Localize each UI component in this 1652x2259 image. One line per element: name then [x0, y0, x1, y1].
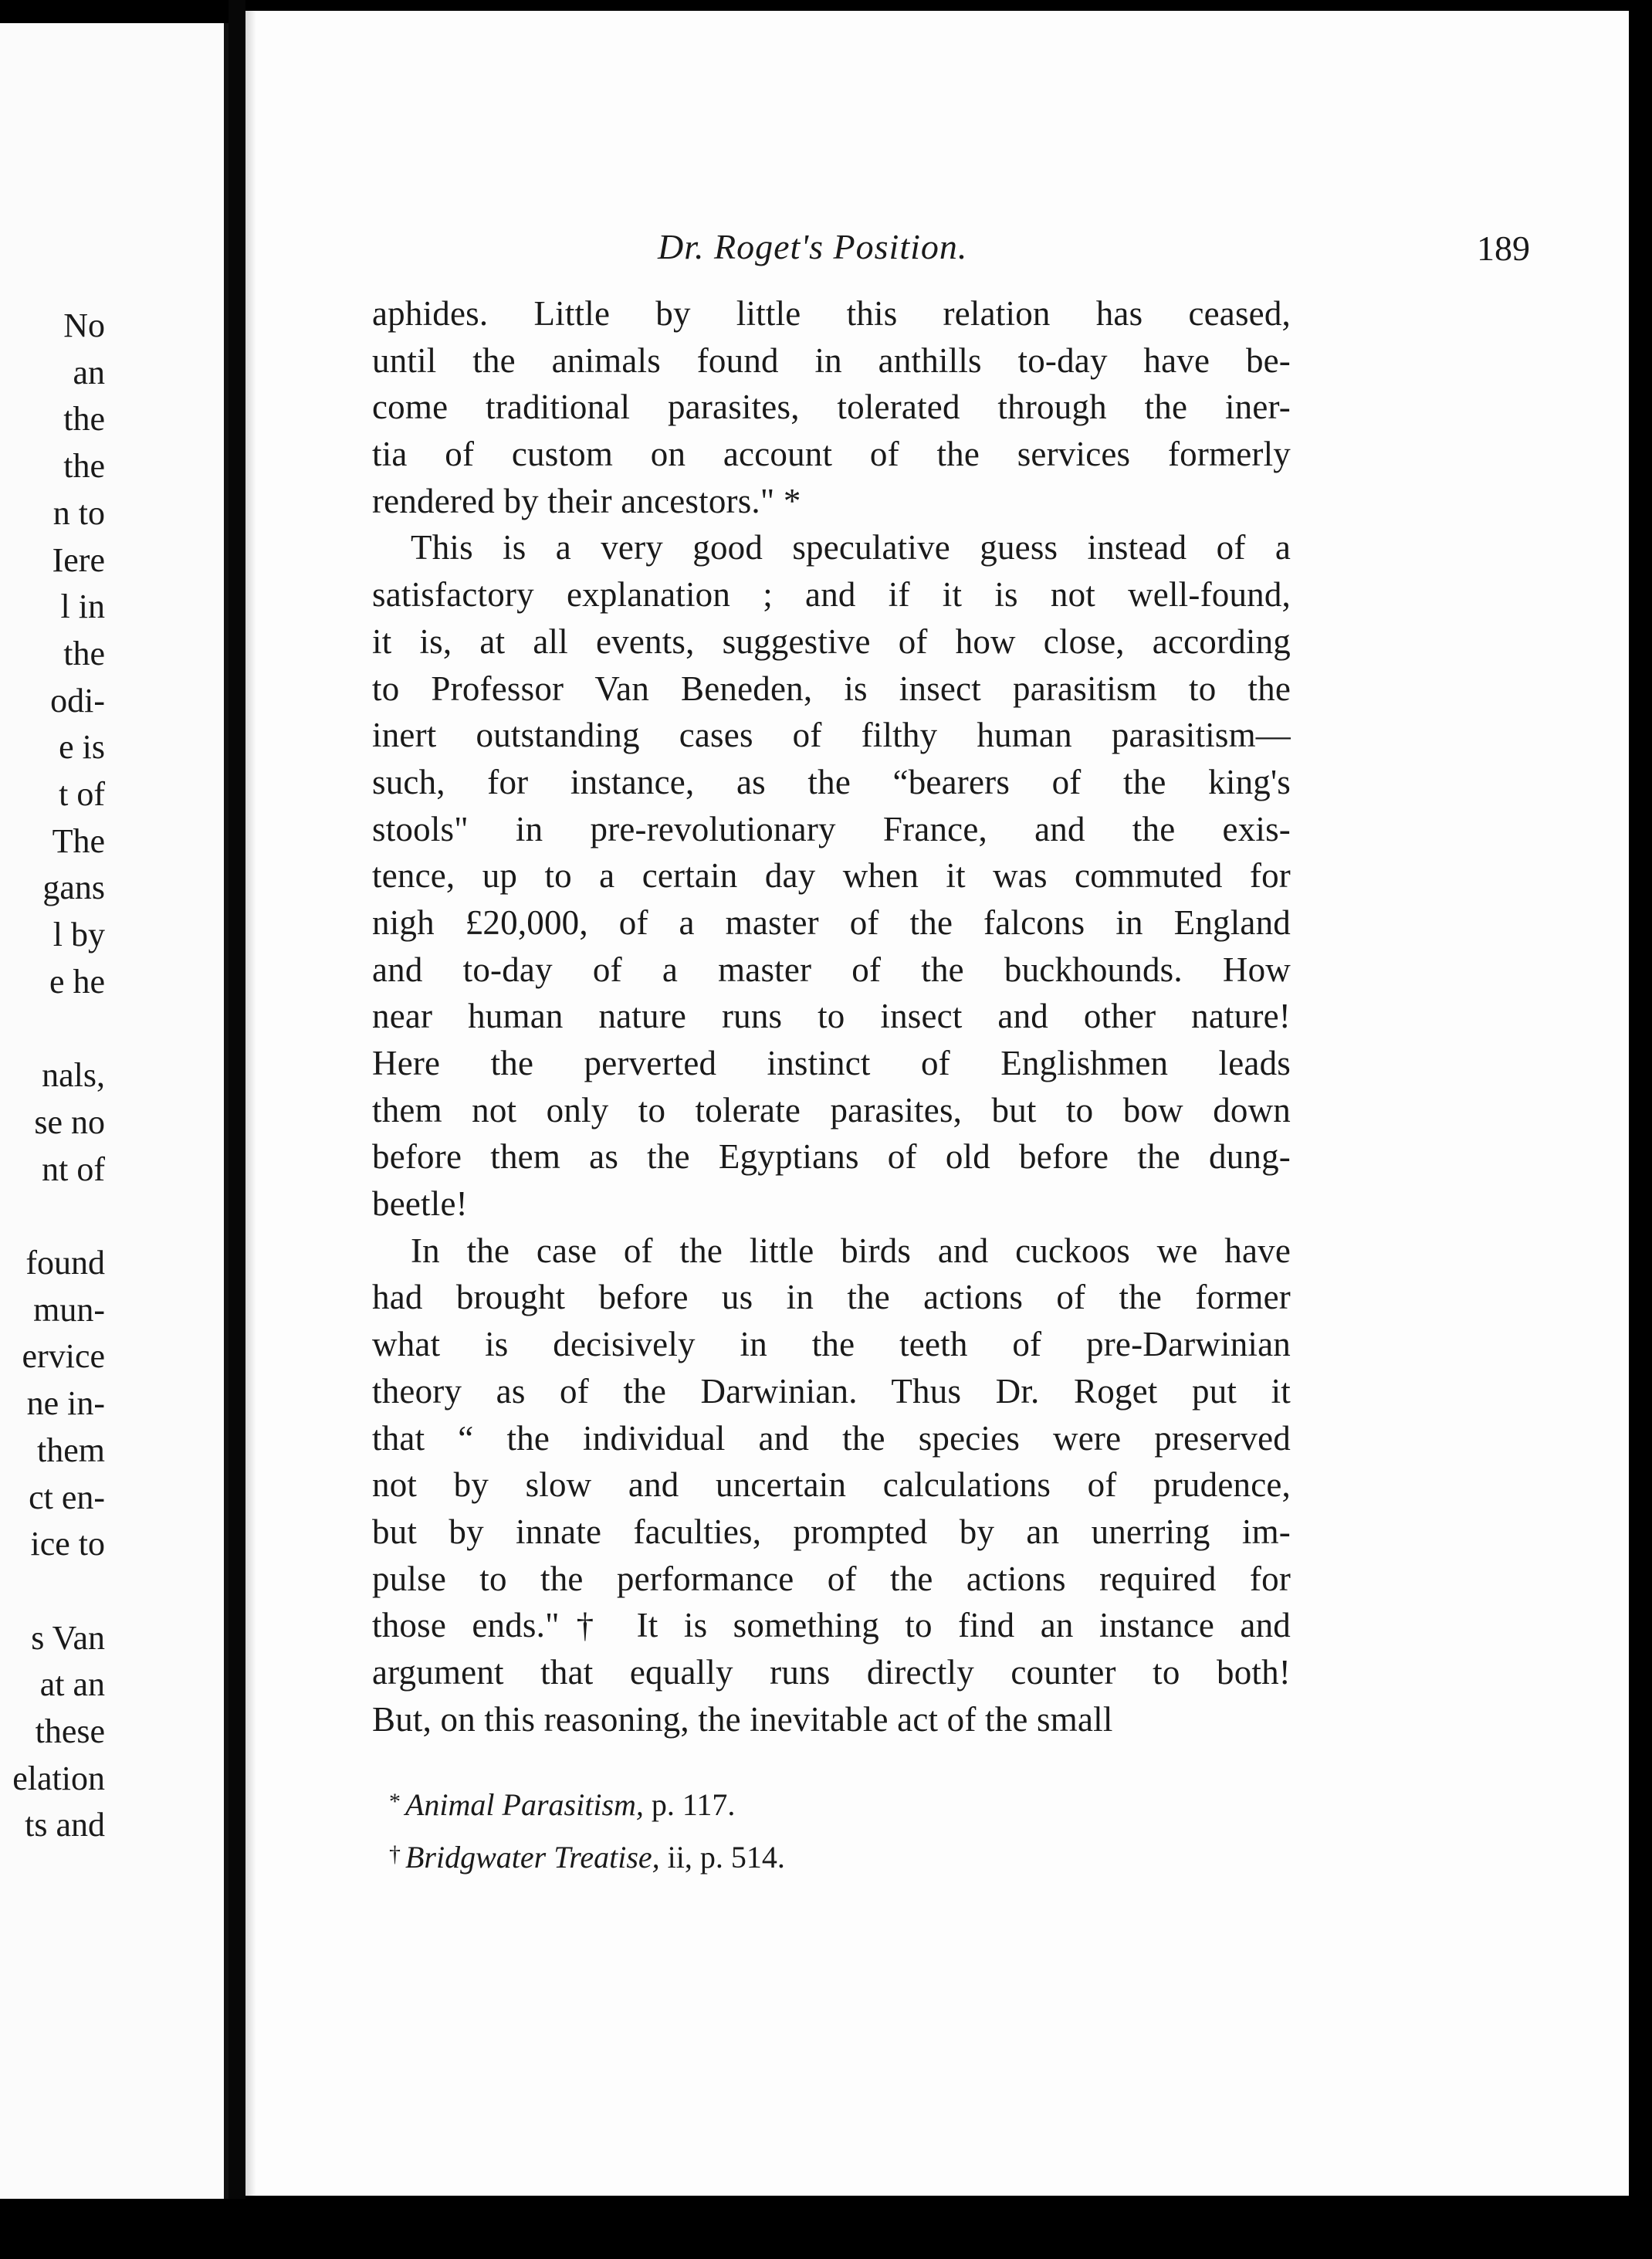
body-text [372, 290, 1291, 1743]
footnote-mark: * [389, 1789, 401, 1814]
footnote-reference: p. 117. [651, 1787, 736, 1822]
left-page [0, 23, 229, 2199]
paragraph [372, 290, 1291, 524]
left-page-line: the [63, 447, 105, 486]
page-shadow [245, 11, 256, 2196]
text-line: and to-day of a master of the buckhounds. How [372, 950, 1291, 989]
footnote-reference: ii, p. 514. [667, 1840, 785, 1875]
text-line: before them as the Egyptians of old before the dung- [372, 1137, 1291, 1177]
text-line: This is a very good speculative guess instead of a [411, 528, 1291, 567]
footnote [389, 1777, 785, 1830]
text-line: it is, at all events, suggestive of how close, according [372, 621, 1291, 661]
page-number: 189 [1477, 229, 1530, 268]
left-page-line: e he [49, 962, 105, 1001]
left-page-line: at an [39, 1665, 105, 1704]
text-line: them not only to tolerate parasites, but to bow down [372, 1090, 1291, 1130]
left-page-line: ervice [22, 1337, 105, 1376]
paragraph [372, 524, 1291, 1227]
paragraph [372, 1228, 1291, 1743]
text-line: tence, up to a certain day when it was commuted for [372, 856, 1291, 896]
text-line: such, for instance, as the “bearers of the king's [372, 762, 1291, 801]
left-page-line: ts and [25, 1806, 105, 1844]
text-line: until the animals found in anthills to-day have be- [372, 340, 1291, 380]
left-page-line: t of [59, 775, 105, 813]
scan-border [0, 2199, 1652, 2259]
text-line: what is decisively in the teeth of pre-Darwinian [372, 1325, 1291, 1364]
text-line: In the case of the little birds and cuckoos we have [411, 1231, 1291, 1270]
left-page-line: nt of [42, 1150, 105, 1188]
text-line: aphides. Little by little this relation has ceased, [372, 294, 1291, 333]
left-page-line: the [63, 400, 105, 439]
footnote-title: Bridgwater Treatise, [405, 1840, 660, 1875]
text-line: beetle! [372, 1184, 468, 1224]
left-page-line: ct en- [29, 1478, 105, 1516]
text-line: inert outstanding cases of filthy human parasitism— [372, 716, 1291, 755]
text-line: But, on this reasoning, the inevitable act of the small [372, 1699, 1113, 1739]
text-line: tia of custom on account of the services formerly [372, 435, 1291, 474]
footnotes [389, 1777, 785, 1882]
left-page-line: them [37, 1431, 105, 1469]
left-page-line: s Van [31, 1618, 105, 1657]
left-page-line: these [35, 1712, 105, 1750]
left-page-line: odi- [50, 681, 105, 720]
text-line: rendered by their ancestors." * [372, 481, 801, 520]
left-page-line: ne in- [26, 1384, 105, 1423]
right-page [245, 11, 1629, 2196]
left-page-line: elation [12, 1759, 105, 1797]
left-page-line: ice to [30, 1525, 105, 1563]
footnote-title: Animal Parasitism, [405, 1787, 644, 1822]
left-page-line: l in [60, 588, 105, 626]
left-page-line: se no [34, 1102, 105, 1141]
text-line: but by innate faculties, prompted by an unerring im- [372, 1512, 1291, 1551]
left-page-line: n to [52, 493, 105, 532]
text-line: had brought before us in the actions of the former [372, 1278, 1291, 1317]
left-page-line: e is [59, 728, 105, 767]
left-page-line: the [63, 634, 105, 672]
text-line: not by slow and uncertain calculations of prudence, [372, 1465, 1291, 1505]
text-line: near human nature runs to insect and other nature! [372, 997, 1291, 1036]
text-line: to Professor Van Beneden, is insect parasitism to the [372, 669, 1291, 708]
footnote [389, 1830, 785, 1882]
text-line: that “ the individual and the species were preserved [372, 1418, 1291, 1458]
text-line: nigh £20,000, of a master of the falcons in England [372, 903, 1291, 942]
footnote-mark: † [389, 1841, 401, 1867]
left-page-line: Iere [52, 540, 105, 579]
text-line: stools" in pre-revolutionary France, and the exis- [372, 809, 1291, 848]
running-head: Dr. Roget's Position. [658, 227, 968, 266]
text-line: those ends."† It is something to find an instance and [372, 1606, 1291, 1645]
left-page-line: gans [42, 869, 105, 907]
left-page-line: mun- [33, 1290, 105, 1329]
text-line: Here the perverted instinct of Englishmen leads [372, 1044, 1291, 1082]
left-page-line: No [63, 307, 105, 344]
book-gutter [229, 0, 245, 2259]
left-page-line: The [52, 821, 105, 860]
text-line: come traditional parasites, tolerated through the iner- [372, 388, 1291, 427]
text-line: pulse to the performance of the actions required for [372, 1559, 1291, 1598]
text-line: argument that equally runs directly counter to both! [372, 1652, 1291, 1692]
left-page-line: an [73, 353, 105, 391]
left-page-line: nals, [42, 1056, 105, 1095]
text-line: satisfactory explanation ; and if it is not well-found, [372, 575, 1291, 615]
left-page-line: found [25, 1244, 105, 1282]
left-page-line: l by [52, 916, 105, 954]
text-line: theory as of the Darwinian. Thus Dr. Roget put it [372, 1371, 1291, 1411]
